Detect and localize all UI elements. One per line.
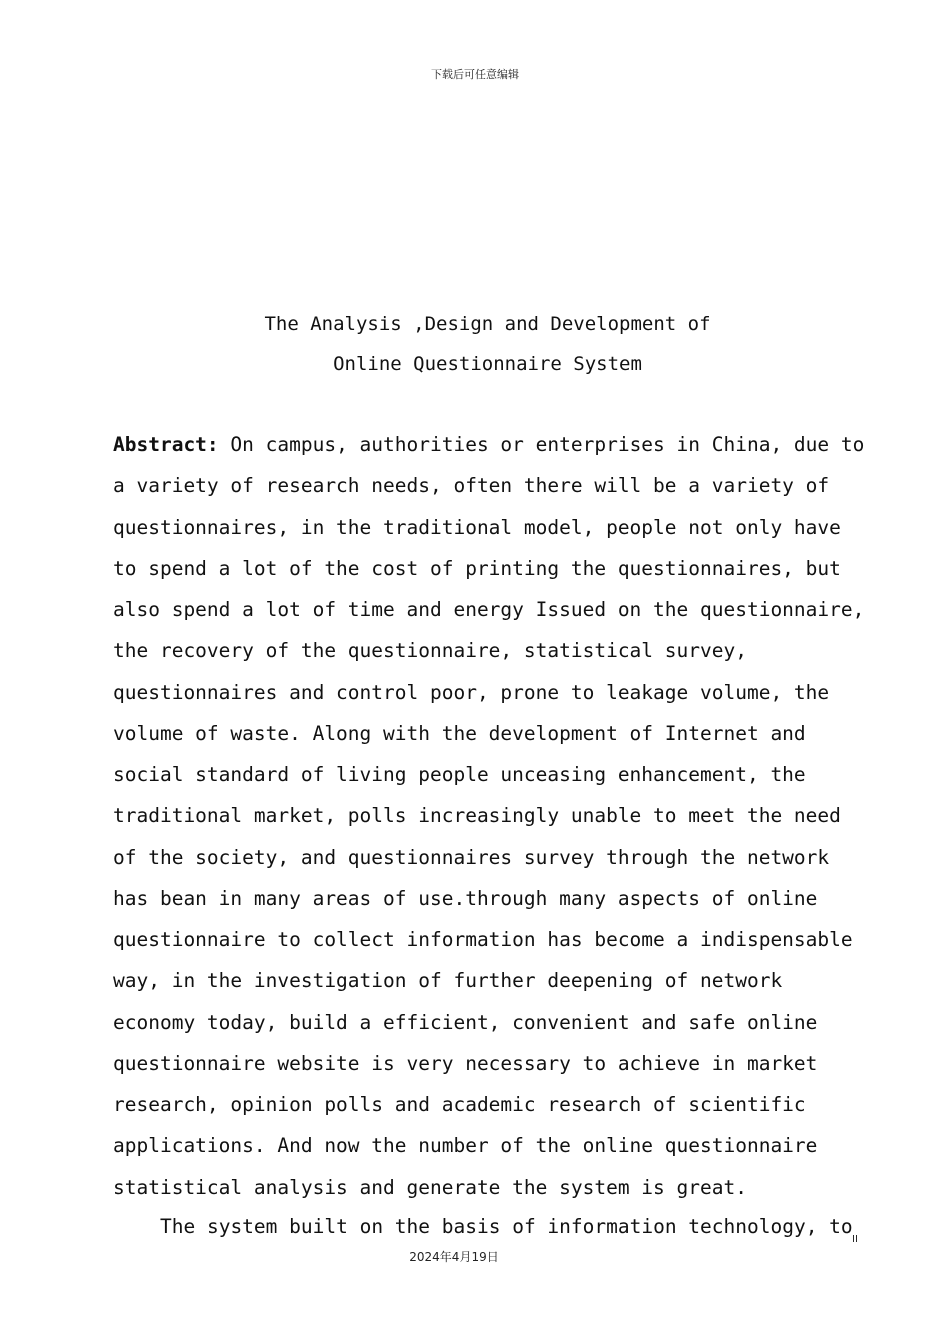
- abstract-line: statistical analysis and generate the system is great.: [113, 1175, 747, 1199]
- abstract-line: a variety of research needs, often there will be a variety of: [113, 474, 830, 498]
- abstract-line: volume of waste. Along with the development of Internet and: [113, 721, 806, 745]
- abstract-line: questionnaire website is very necessary to achieve in market: [113, 1051, 818, 1075]
- abstract-body: [113, 424, 873, 1247]
- abstract-line: [113, 424, 873, 465]
- abstract-line: questionnaires and control poor, prone to leakage volume, the: [113, 680, 830, 704]
- abstract-line: research, opinion polls and academic research of scientific: [113, 1093, 806, 1116]
- abstract-line: social standard of living people unceasing enhancement, the: [113, 763, 806, 786]
- abstract-line: to spend a lot of the cost of printing the questionnaires, but: [113, 556, 841, 580]
- second-paragraph-first-line: The system built on the basis of information technology, to: [160, 1214, 853, 1238]
- abstract-line: questionnaire to collect information has become a indispensable: [113, 928, 853, 951]
- document-title-line-1: The Analysis ,Design and Development of: [264, 313, 711, 335]
- abstract-line: also spend a lot of time and energy Issued on the questionnaire,: [113, 598, 865, 621]
- abstract-line-text: On campus, authorities or enterprises in China, due to: [218, 433, 865, 456]
- abstract-line: traditional market, polls increasingly unable to meet the need: [113, 804, 841, 828]
- abstract-line: way, in the investigation of further deepening of network: [113, 969, 783, 993]
- abstract-line: of the society, and questionnaires survey through the network: [113, 845, 830, 869]
- abstract-line: the recovery of the questionnaire, statistical survey,: [113, 639, 747, 663]
- abstract-label: Abstract:: [113, 433, 219, 456]
- abstract-line: economy today, build a efficient, convenient and safe online: [113, 1010, 818, 1034]
- abstract-line: questionnaires, in the traditional model, people not only have: [113, 515, 841, 539]
- footer-date: 2024年4月19日: [409, 1250, 499, 1264]
- abstract-line: has bean in many areas of use.through many aspects of online: [113, 886, 818, 910]
- abstract-line: applications. And now the number of the online questionnaire: [113, 1134, 818, 1158]
- document-title-line-2: Online Questionnaire System: [333, 353, 642, 375]
- page-number: II: [852, 1234, 858, 1245]
- page-header-note: 下载后可任意编辑: [431, 68, 519, 81]
